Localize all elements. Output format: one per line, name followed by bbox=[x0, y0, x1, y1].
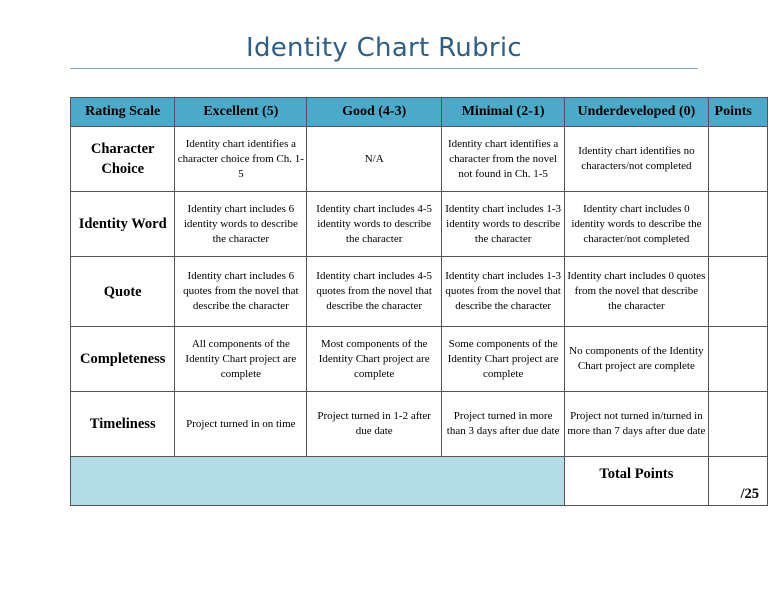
cell-points[interactable] bbox=[708, 192, 767, 257]
table-row bbox=[71, 127, 768, 192]
cell-minimal: Identity chart identifies a character from the novel not found in Ch. 1-5 bbox=[442, 127, 565, 192]
cell-good: Most components of the Identity Chart project are complete bbox=[307, 327, 442, 392]
table-row bbox=[71, 327, 768, 392]
header-row bbox=[71, 98, 768, 127]
row-category: Timeliness bbox=[71, 392, 175, 457]
total-row-spacer bbox=[71, 457, 565, 506]
page-title: Identity Chart Rubric bbox=[245, 33, 522, 63]
row-category: Identity Word bbox=[71, 192, 175, 257]
header-excellent: Excellent (5) bbox=[175, 98, 307, 127]
cell-good: Identity chart includes 4-5 identity words to describe the character bbox=[307, 192, 442, 257]
cell-points[interactable] bbox=[708, 257, 767, 327]
table-row bbox=[71, 392, 768, 457]
cell-good: Identity chart includes 4-5 quotes from the novel that describe the character bbox=[307, 257, 442, 327]
cell-good: N/A bbox=[307, 127, 442, 192]
title-divider bbox=[70, 68, 698, 69]
row-category: Completeness bbox=[71, 327, 175, 392]
total-points-value: /25 bbox=[708, 457, 767, 506]
total-points-label: Total Points bbox=[565, 457, 708, 506]
header-good: Good (4-3) bbox=[307, 98, 442, 127]
rubric-table bbox=[70, 97, 768, 506]
cell-underdeveloped: Identity chart identifies no characters/not completed bbox=[565, 127, 708, 192]
cell-minimal: Identity chart includes 1-3 identity words to describe the character bbox=[442, 192, 565, 257]
cell-excellent: Identity chart includes 6 quotes from the novel that describe the character bbox=[175, 257, 307, 327]
header-minimal: Minimal (2-1) bbox=[442, 98, 565, 127]
total-row bbox=[71, 457, 768, 506]
cell-excellent: Identity chart includes 6 identity words to describe the character bbox=[175, 192, 307, 257]
table-row bbox=[71, 192, 768, 257]
cell-minimal: Identity chart includes 1-3 quotes from the novel that describe the character bbox=[442, 257, 565, 327]
cell-points[interactable] bbox=[708, 392, 767, 457]
header-points: Points bbox=[708, 98, 767, 127]
cell-points[interactable] bbox=[708, 327, 767, 392]
cell-points[interactable] bbox=[708, 127, 767, 192]
cell-excellent: Identity chart identifies a character choice from Ch. 1-5 bbox=[175, 127, 307, 192]
cell-underdeveloped: Identity chart includes 0 identity words to describe the character/not completed bbox=[565, 192, 708, 257]
cell-underdeveloped: Identity chart includes 0 quotes from the novel that describe the character bbox=[565, 257, 708, 327]
row-category: Character Choice bbox=[71, 127, 175, 192]
cell-underdeveloped: Project not turned in/turned in more than 7 days after due date bbox=[565, 392, 708, 457]
cell-excellent: Project turned in on time bbox=[175, 392, 307, 457]
cell-minimal: Some components of the Identity Chart project are complete bbox=[442, 327, 565, 392]
cell-minimal: Project turned in more than 3 days after due date bbox=[442, 392, 565, 457]
cell-underdeveloped: No components of the Identity Chart project are complete bbox=[565, 327, 708, 392]
table-row bbox=[71, 257, 768, 327]
cell-excellent: All components of the Identity Chart project are complete bbox=[175, 327, 307, 392]
header-underdeveloped: Underdeveloped (0) bbox=[565, 98, 708, 127]
cell-good: Project turned in 1-2 after due date bbox=[307, 392, 442, 457]
header-rating-scale: Rating Scale bbox=[71, 98, 175, 127]
row-category: Quote bbox=[71, 257, 175, 327]
